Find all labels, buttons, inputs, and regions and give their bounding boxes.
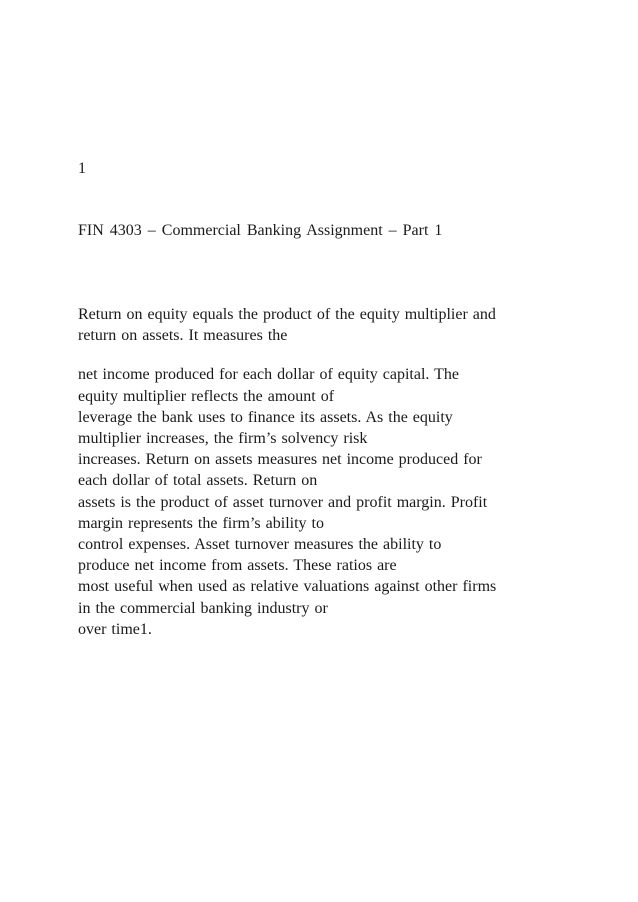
text-line: each dollar of total assets. Return on: [78, 472, 318, 490]
text-line: control expenses. Asset turnover measures the ability to: [78, 536, 442, 554]
text-line: margin represents the firm’s ability to: [78, 514, 324, 532]
text-line: multiplier increases, the firm’s solvency risk: [78, 430, 368, 448]
text-line: Return on equity equals the product of the equity multiplier and: [78, 306, 496, 323]
text-line: equity multiplier reflects the amount of: [78, 387, 335, 405]
text-line: net income produced for each dollar of equity capital. The: [78, 366, 459, 384]
document-title: FIN 4303 – Commercial Banking Assignment – Part 1: [78, 222, 443, 239]
body-text: [78, 304, 578, 640]
text-line: assets is the product of asset turnover and profit margin. Profit: [78, 493, 488, 511]
text-line: produce net income from assets. These ratios are: [78, 557, 397, 575]
text-line: most useful when used as relative valuations against other firms: [78, 578, 497, 596]
page-number: 1: [78, 160, 86, 177]
text-line: leverage the bank uses to finance its assets. As the equity: [78, 408, 453, 426]
paragraph-1: [78, 304, 578, 346]
text-line: in the commercial banking industry or: [78, 599, 328, 617]
paragraph-2: [78, 364, 578, 640]
text-line: over time1.: [78, 620, 152, 638]
paragraph-gap: [78, 346, 578, 364]
text-line: increases. Return on assets measures net income produced for: [78, 451, 482, 469]
text-line: return on assets. It measures the: [78, 327, 288, 345]
